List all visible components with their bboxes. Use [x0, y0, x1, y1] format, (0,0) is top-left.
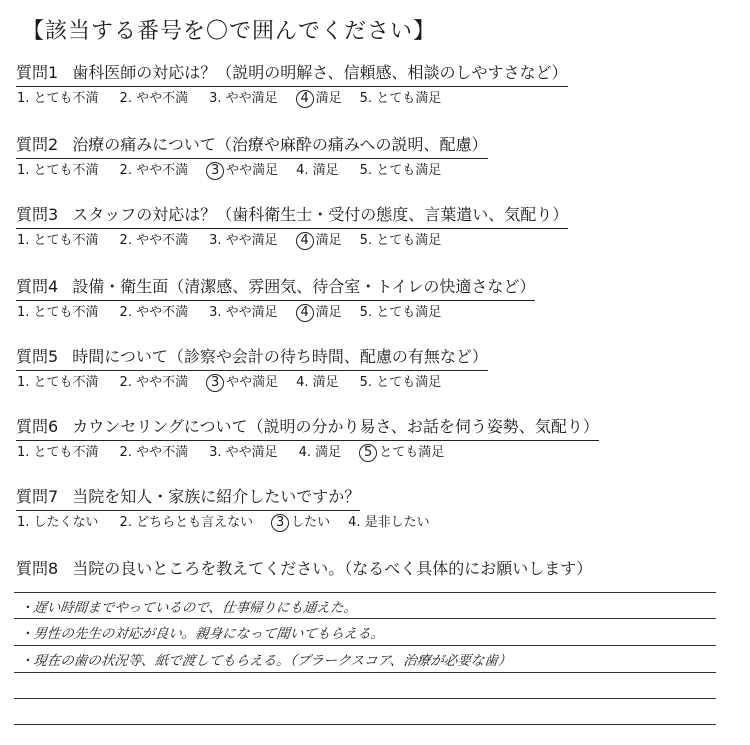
option-number: 2. やや不満 — [119, 163, 189, 178]
answer-option — [209, 443, 281, 463]
answer-option — [209, 231, 281, 251]
question-label: 質問6 — [16, 417, 59, 436]
question-6 — [16, 416, 599, 463]
answer-option — [360, 303, 445, 323]
question-label: 質問8 — [16, 559, 59, 578]
question-heading — [16, 558, 592, 582]
option-number: 1. したくない — [17, 515, 99, 530]
option-number: 1. とても不満 — [17, 233, 99, 248]
answer-line — [14, 698, 716, 699]
question-text: 設備・衛生面（清潔感、雰囲気、待合室・トイレの快適さなど） — [72, 277, 536, 296]
answer-option — [120, 373, 192, 393]
option-number: 5. とても満足 — [359, 163, 442, 178]
circled-number: 3 — [206, 374, 224, 392]
option-label: 満足 — [315, 233, 342, 248]
question-text: 時間について（診察や会計の待ち時間、配慮の有無など） — [72, 347, 488, 366]
answer-option — [296, 373, 342, 393]
answer-option — [17, 373, 102, 393]
question-3 — [16, 204, 568, 251]
option-number: 3. やや満足 — [209, 445, 278, 460]
answer-options — [16, 161, 488, 181]
instruction-title: 【該当する番号を〇で囲んでください】 — [22, 19, 437, 44]
answer-options — [16, 373, 488, 393]
question-text: 当院を知人・家族に紹介したいですか？ — [72, 487, 361, 506]
question-text: スタッフの対応は？（歯科衛生士・受付の態度、言葉遣い、気配り） — [72, 205, 569, 224]
answer-option — [120, 231, 192, 251]
option-number: 1. とても不満 — [17, 305, 99, 320]
option-label: 満足 — [315, 91, 342, 106]
option-number: 1. とても不満 — [17, 445, 99, 460]
question-5 — [16, 346, 488, 393]
question-1 — [16, 62, 568, 109]
option-number: 2. やや不満 — [119, 375, 189, 390]
handwritten-answer: ・現在の歯の状況等、紙で渡してもらえる。（プラークスコア、治療が必要な歯） — [18, 653, 513, 669]
answer-line — [14, 724, 716, 725]
circled-number: 3 — [206, 162, 224, 180]
question-7 — [16, 486, 451, 533]
circled-number: 4 — [296, 232, 314, 250]
question-text: 当院の良いところを教えてください。（なるべく具体的にお願いします） — [72, 559, 593, 578]
answer-option — [17, 443, 102, 463]
answer-line — [14, 618, 716, 619]
question-text: 歯科医師の対応は？（説明の明解さ、信頼感、相談のしやすさなど） — [72, 63, 568, 82]
selected-option — [299, 303, 342, 323]
answer-options — [16, 303, 535, 323]
answer-option — [120, 89, 192, 109]
question-label: 質問1 — [16, 63, 59, 82]
circled-number: 4 — [296, 90, 314, 108]
answer-option — [17, 513, 102, 533]
answer-option — [120, 443, 192, 463]
option-number: 4. 満足 — [298, 445, 342, 460]
option-number: 4. 満足 — [296, 163, 339, 178]
question-4 — [16, 276, 535, 323]
option-label: したい — [291, 515, 331, 530]
selected-option — [209, 161, 278, 181]
answer-line — [14, 592, 716, 593]
answer-option — [120, 303, 192, 323]
question-text: カウンセリングについて（説明の分かり易さ、お話を伺う姿勢、気配り） — [72, 417, 599, 436]
option-number: 3. やや満足 — [209, 305, 278, 320]
answer-option — [360, 231, 445, 251]
answer-option — [209, 303, 281, 323]
option-number: 1. とても不満 — [17, 375, 99, 390]
option-number: 2. やや不満 — [119, 233, 189, 248]
answer-option — [120, 161, 192, 181]
circled-number: 5 — [359, 444, 377, 462]
answer-line — [14, 645, 716, 646]
answer-option — [120, 513, 257, 533]
option-number: 3. やや満足 — [209, 91, 278, 106]
selected-option — [299, 231, 342, 251]
answer-options — [16, 443, 599, 463]
answer-option — [17, 161, 102, 181]
answer-option — [360, 89, 445, 109]
option-number: 1. とても不満 — [17, 163, 99, 178]
option-number: 1. とても不満 — [17, 91, 99, 106]
answer-option — [17, 89, 102, 109]
selected-option — [299, 89, 342, 109]
option-label: やや満足 — [226, 163, 279, 178]
question-2 — [16, 134, 488, 181]
option-number: 3. やや満足 — [209, 233, 278, 248]
option-label: とても満足 — [379, 445, 445, 460]
answer-option — [17, 303, 102, 323]
question-heading — [16, 346, 488, 371]
option-number: 2. やや不満 — [119, 305, 189, 320]
answer-options — [16, 89, 568, 109]
question-label: 質問7 — [16, 487, 59, 506]
selected-option — [274, 513, 330, 533]
option-label: やや満足 — [226, 375, 279, 390]
question-heading — [16, 486, 360, 511]
selected-option — [209, 373, 278, 393]
question-heading — [16, 62, 568, 87]
handwritten-answer: ・遅い時間までやっているので、仕事帰りにも通えた。 — [18, 600, 358, 616]
option-number: 5. とても満足 — [359, 233, 442, 248]
option-number: 2. どちらとも言えない — [119, 515, 254, 530]
answer-option — [209, 89, 281, 109]
circled-number: 4 — [296, 304, 314, 322]
selected-option — [362, 443, 444, 463]
option-number: 5. とても満足 — [359, 375, 442, 390]
answer-option — [348, 513, 433, 533]
question-heading — [16, 204, 568, 229]
option-number: 4. 満足 — [296, 375, 339, 390]
answer-options — [16, 513, 451, 533]
question-8 — [16, 558, 592, 582]
answer-option — [299, 443, 345, 463]
option-number: 5. とても満足 — [359, 305, 442, 320]
question-heading — [16, 134, 488, 159]
answer-line — [14, 672, 716, 673]
question-label: 質問5 — [16, 347, 59, 366]
question-text: 治療の痛みについて（治療や麻酔の痛みへの説明、配慮） — [72, 135, 488, 154]
option-number: 2. やや不満 — [119, 445, 189, 460]
question-label: 質問3 — [16, 205, 59, 224]
option-number: 2. やや不満 — [119, 91, 189, 106]
answer-option — [360, 161, 445, 181]
question-heading — [16, 276, 535, 301]
answer-option — [17, 231, 102, 251]
option-number: 4. 是非したい — [348, 515, 430, 530]
circled-number: 3 — [271, 514, 289, 532]
answer-option — [360, 373, 445, 393]
question-heading — [16, 416, 599, 441]
handwritten-answer: ・男性の先生の対応が良い。親身になって聞いてもらえる。 — [18, 626, 386, 642]
option-label: 満足 — [315, 305, 342, 320]
answer-option — [296, 161, 342, 181]
question-label: 質問4 — [16, 277, 59, 296]
question-label: 質問2 — [16, 135, 59, 154]
answer-options — [16, 231, 568, 251]
option-number: 5. とても満足 — [359, 91, 442, 106]
